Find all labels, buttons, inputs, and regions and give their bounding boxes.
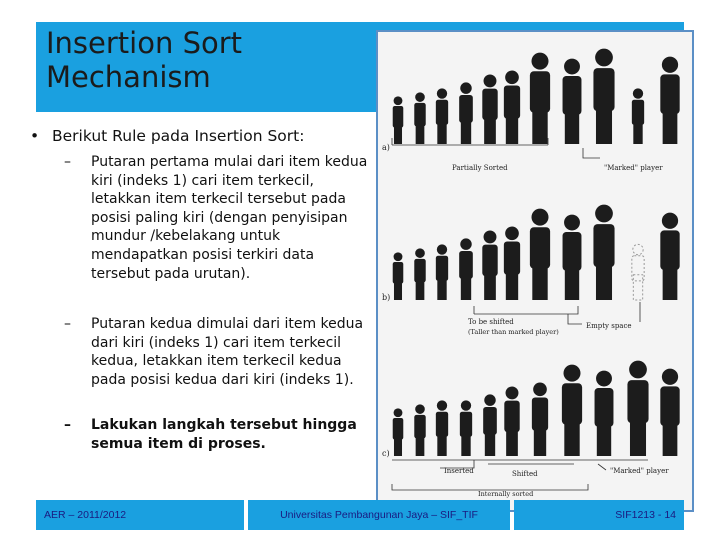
player-silhouette <box>632 88 644 144</box>
sub-bullet-2 <box>64 315 369 389</box>
player-silhouette <box>532 382 548 456</box>
to-be-shifted-label: To be shifted <box>468 318 514 326</box>
dash-icon: – <box>64 417 71 433</box>
player-silhouette <box>627 361 648 456</box>
player-silhouette <box>504 386 519 456</box>
dash-icon: – <box>64 316 71 332</box>
taller-than-label: (Taller than marked player) <box>468 328 559 336</box>
bullet-dot: • <box>30 127 40 145</box>
empty-space-label: Empty space <box>586 322 632 330</box>
player-silhouette <box>593 49 614 144</box>
arrow-empty-space <box>568 314 582 324</box>
sub-bullet-1 <box>64 153 369 283</box>
player-silhouette <box>530 53 550 144</box>
sub-bullet-text: Putaran kedua dimulai dari item kedua dari kiri (indeks 1) cari item terkecil kedua, letakkan item terkecil kedua pada posisi kedua dari kiri (indeks 1). <box>91 316 364 388</box>
player-silhouette <box>414 404 425 456</box>
player-silhouette <box>482 230 497 300</box>
label-c: c) <box>382 449 390 458</box>
internally-sorted-label: Internally sorted <box>478 490 534 498</box>
main-bullet-text: Berikut Rule pada Insertion Sort: <box>52 127 305 145</box>
shifted-label: Shifted <box>512 470 538 478</box>
arrow-marked-a <box>583 148 600 158</box>
figure-illustration <box>378 32 692 510</box>
player-silhouette <box>530 209 550 300</box>
sub-bullet-3 <box>64 416 369 453</box>
player-silhouette <box>459 238 473 300</box>
player-silhouette <box>562 365 582 456</box>
player-silhouette <box>483 394 497 456</box>
player-silhouette <box>436 244 448 300</box>
title-line-1: Insertion Sort <box>46 26 243 60</box>
player-silhouette <box>460 400 472 456</box>
player-silhouette <box>393 96 404 144</box>
player-silhouette <box>660 369 679 456</box>
inserted-label: Inserted <box>444 467 474 475</box>
dash-icon: – <box>64 154 71 170</box>
player-silhouette <box>632 244 644 300</box>
player-silhouette <box>504 226 520 300</box>
player-silhouette <box>563 59 582 144</box>
player-silhouette <box>482 74 497 144</box>
sub-bullet-text: Putaran pertama mulai dari item kedua kiri (indeks 1) cari item terkecil, letakkan item terkecil tersebut pada posisi paling kiri (dengan penyisipan mundur /kebelakang untuk mendapatkan posisi terkiri data tersebut pada urutan). <box>91 154 368 282</box>
label-a: a) <box>382 143 390 152</box>
footer-right: SIF1213 - 14 <box>514 500 684 530</box>
marked-player-label: "Marked" player <box>604 164 663 172</box>
player-silhouette <box>563 215 582 300</box>
bracket-b <box>474 306 578 314</box>
marked-player-c-label: "Marked" player <box>610 467 669 475</box>
insertion-sort-figure <box>376 30 694 512</box>
footer-middle: Universitas Pembangunan Jaya – SIF_TIF <box>248 500 510 530</box>
player-silhouette <box>593 205 614 300</box>
player-silhouette <box>414 248 425 300</box>
title-line-2: Mechanism <box>46 60 211 94</box>
partially-sorted-label: Partially Sorted <box>452 164 508 172</box>
player-silhouette <box>436 88 448 144</box>
player-silhouette <box>660 213 679 300</box>
player-silhouette <box>660 57 679 144</box>
player-silhouette <box>436 400 448 456</box>
player-silhouette <box>393 252 404 300</box>
arrow-marked-c <box>598 464 606 470</box>
player-silhouette <box>393 408 404 456</box>
footer-left: AER – 2011/2012 <box>36 500 244 530</box>
player-silhouette <box>414 92 425 144</box>
sub-bullet-text: Lakukan langkah tersebut hingga semua item di proses. <box>91 417 357 452</box>
player-silhouette <box>595 371 614 456</box>
slide-title <box>46 26 242 94</box>
player-silhouette <box>504 70 520 144</box>
main-bullet <box>30 127 304 145</box>
label-b: b) <box>382 293 391 302</box>
player-silhouette <box>459 82 473 144</box>
